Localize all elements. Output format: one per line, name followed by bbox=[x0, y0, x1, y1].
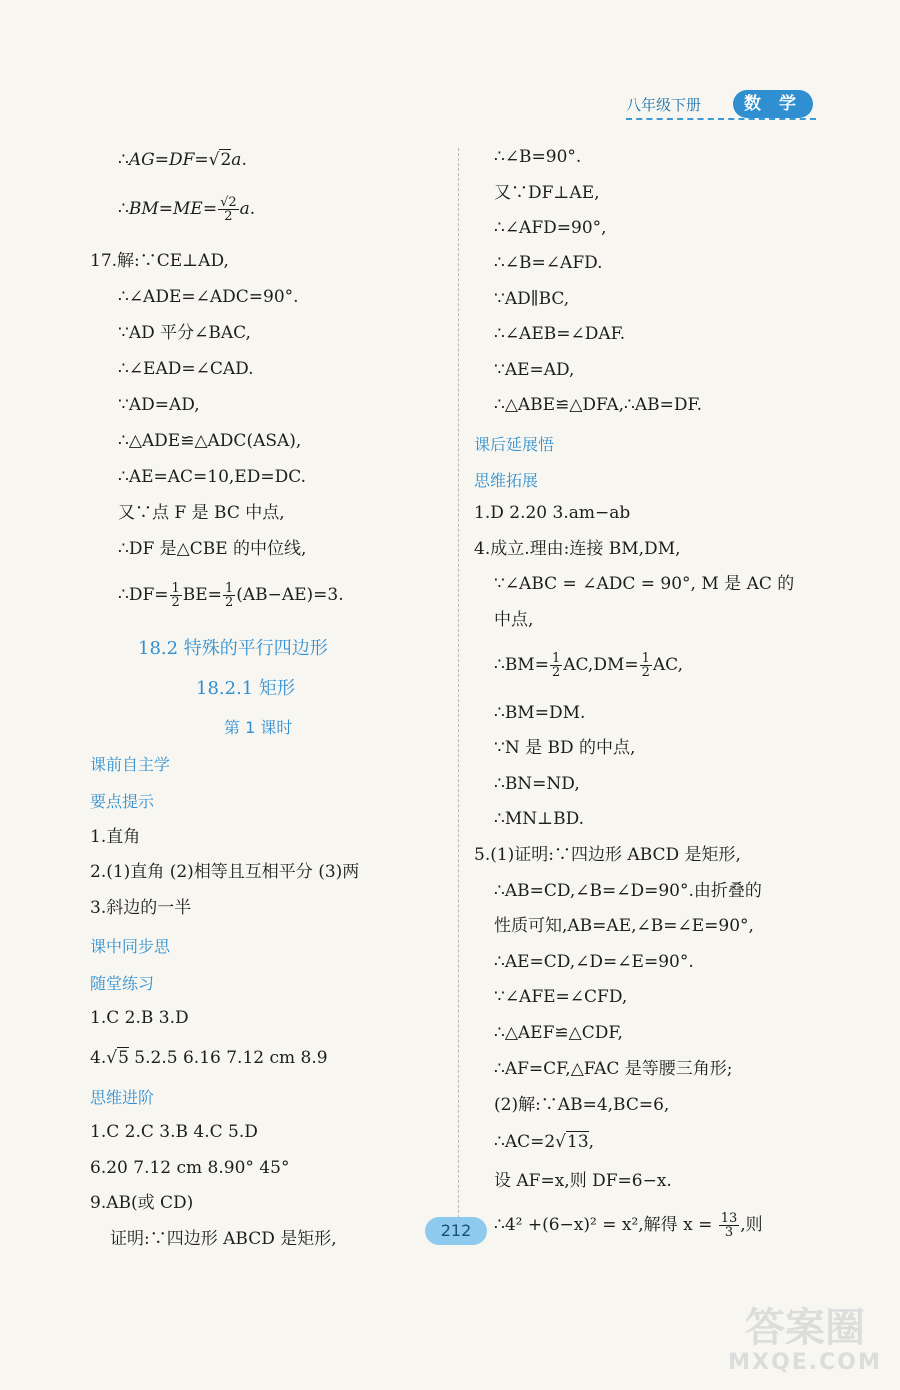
heading-after-class: 课后延展悟 bbox=[474, 435, 555, 454]
right-line-4: ∴∠B=∠AFD. bbox=[494, 253, 603, 273]
right-line-8: ∴△ABE≌△DFA,∴AB=DF. bbox=[494, 395, 703, 415]
right-line-14: ∴BM=DM. bbox=[494, 703, 586, 723]
right-line-16: ∴BN=ND, bbox=[494, 774, 580, 794]
left-line-3: 17.解:∵CE⊥AD, bbox=[90, 251, 229, 271]
subject-badge: 数 学 bbox=[733, 90, 813, 118]
right-line-27: 设 AF=x,则 DF=6−x. bbox=[494, 1171, 672, 1191]
left-line-8: ∴△ADE≌△ADC(ASA), bbox=[118, 431, 302, 451]
right-line-19: ∴AB=CD,∠B=∠D=90°.由折叠的 bbox=[494, 881, 762, 901]
watermark-text: 答案圈 bbox=[745, 1305, 865, 1351]
right-line-13: ∴BM= $\frac{1}{2}$ AC,DM= $\frac{1}{2}$ AC, bbox=[494, 651, 683, 680]
fraction: $\frac{√2}{2}$ bbox=[220, 195, 237, 224]
left-line-7: ∵AD=AD, bbox=[118, 395, 200, 415]
heading-in-class: 课中同步思 bbox=[90, 937, 171, 956]
right-line-5: ∵AD∥BC, bbox=[494, 289, 570, 309]
heading-pre-class: 课前自主学 bbox=[90, 755, 171, 774]
right-line-15: ∵N 是 BD 的中点, bbox=[494, 738, 636, 758]
right-line-24: ∴AF=CF,△FAC 是等腰三角形; bbox=[494, 1059, 733, 1079]
left-line-12: ∴DF= $\frac{1}{2}$ BE= $\frac{1}{2}$ (AB−AE)=3. bbox=[118, 581, 344, 610]
right-line-22: ∵∠AFE=∠CFD, bbox=[494, 987, 628, 1007]
right-line-26: ∴AC=2√13, bbox=[494, 1132, 595, 1152]
watermark-logo bbox=[716, 1305, 894, 1382]
page-number: 212 bbox=[425, 1217, 487, 1245]
right-line-23: ∴△AEF≌△CDF, bbox=[494, 1023, 623, 1043]
right-line-2: 又∵DF⊥AE, bbox=[494, 183, 600, 203]
answer-line: 6.20 7.12 cm 8.90° 45° bbox=[90, 1158, 290, 1178]
left-line-9: ∴AE=AC=10,ED=DC. bbox=[118, 467, 307, 487]
right-line-1: ∴∠B=90°. bbox=[494, 147, 582, 167]
left-line-10: 又∵点 F 是 BC 中点, bbox=[118, 503, 285, 523]
right-line-11: ∵∠ABC = ∠ADC = 90°, M 是 AC 的 bbox=[494, 574, 795, 594]
answer-line: 9.AB(或 CD) bbox=[90, 1193, 194, 1213]
column-divider bbox=[458, 148, 459, 1243]
grade-label: 八年级下册 bbox=[626, 96, 702, 114]
right-line-10: 4.成立.理由:连接 BM,DM, bbox=[474, 539, 681, 559]
lesson-title: 第 1 课时 bbox=[224, 718, 293, 737]
watermark-url: MXQE.COM bbox=[728, 1350, 882, 1375]
heading-advanced: 思维进阶 bbox=[90, 1088, 155, 1107]
heading-extension: 思维拓展 bbox=[474, 471, 539, 490]
right-line-28: ∴4² +(6−x)² = x²,解得 x = $\frac{13}{3}$ ,则 bbox=[494, 1211, 763, 1240]
left-line-5: ∵AD 平分∠BAC, bbox=[118, 323, 251, 343]
left-line-6: ∴∠EAD=∠CAD. bbox=[118, 359, 254, 379]
right-line-20: 性质可知,AB=AE,∠B=∠E=90°, bbox=[494, 916, 754, 936]
answer-line: 证明:∵四边形 ABCD 是矩形, bbox=[110, 1229, 337, 1249]
header-divider bbox=[626, 118, 816, 120]
right-line-21: ∴AE=CD,∠D=∠E=90°. bbox=[494, 952, 694, 972]
right-line-7: ∵AE=AD, bbox=[494, 360, 575, 380]
heading-key-points: 要点提示 bbox=[90, 792, 155, 811]
heading-practice: 随堂练习 bbox=[90, 974, 155, 993]
right-line-12: 中点, bbox=[494, 610, 534, 630]
left-line-4: ∴∠ADE=∠ADC=90°. bbox=[118, 287, 299, 307]
subsection-title: 18.2.1 矩形 bbox=[196, 678, 295, 699]
right-line-6: ∴∠AEB=∠DAF. bbox=[494, 324, 626, 344]
answer-line: 1.直角 bbox=[90, 827, 141, 847]
right-line-9: 1.D 2.20 3.am−ab bbox=[474, 503, 631, 523]
answer-line: 3.斜边的一半 bbox=[90, 898, 192, 918]
left-line-11: ∴DF 是△CBE 的中位线, bbox=[118, 539, 307, 559]
section-title: 18.2 特殊的平行四边形 bbox=[138, 638, 328, 659]
answer-line: 1.C 2.C 3.B 4.C 5.D bbox=[90, 1122, 258, 1142]
left-line-2: ∴BM=ME= $\frac{√2}{2}$ a. bbox=[118, 195, 256, 224]
answer-line: 4.√5 5.2.5 6.16 7.12 cm 8.9 bbox=[90, 1048, 328, 1068]
answer-line: 2.(1)直角 (2)相等且互相平分 (3)两 bbox=[90, 862, 360, 882]
left-line-1: ∴AG=DF=√2a. bbox=[118, 150, 247, 170]
answer-line: 1.C 2.B 3.D bbox=[90, 1008, 189, 1028]
right-line-25: (2)解:∵AB=4,BC=6, bbox=[494, 1095, 670, 1115]
right-line-3: ∴∠AFD=90°, bbox=[494, 218, 607, 238]
right-line-18: 5.(1)证明:∵四边形 ABCD 是矩形, bbox=[474, 845, 741, 865]
right-line-17: ∴MN⊥BD. bbox=[494, 809, 585, 829]
